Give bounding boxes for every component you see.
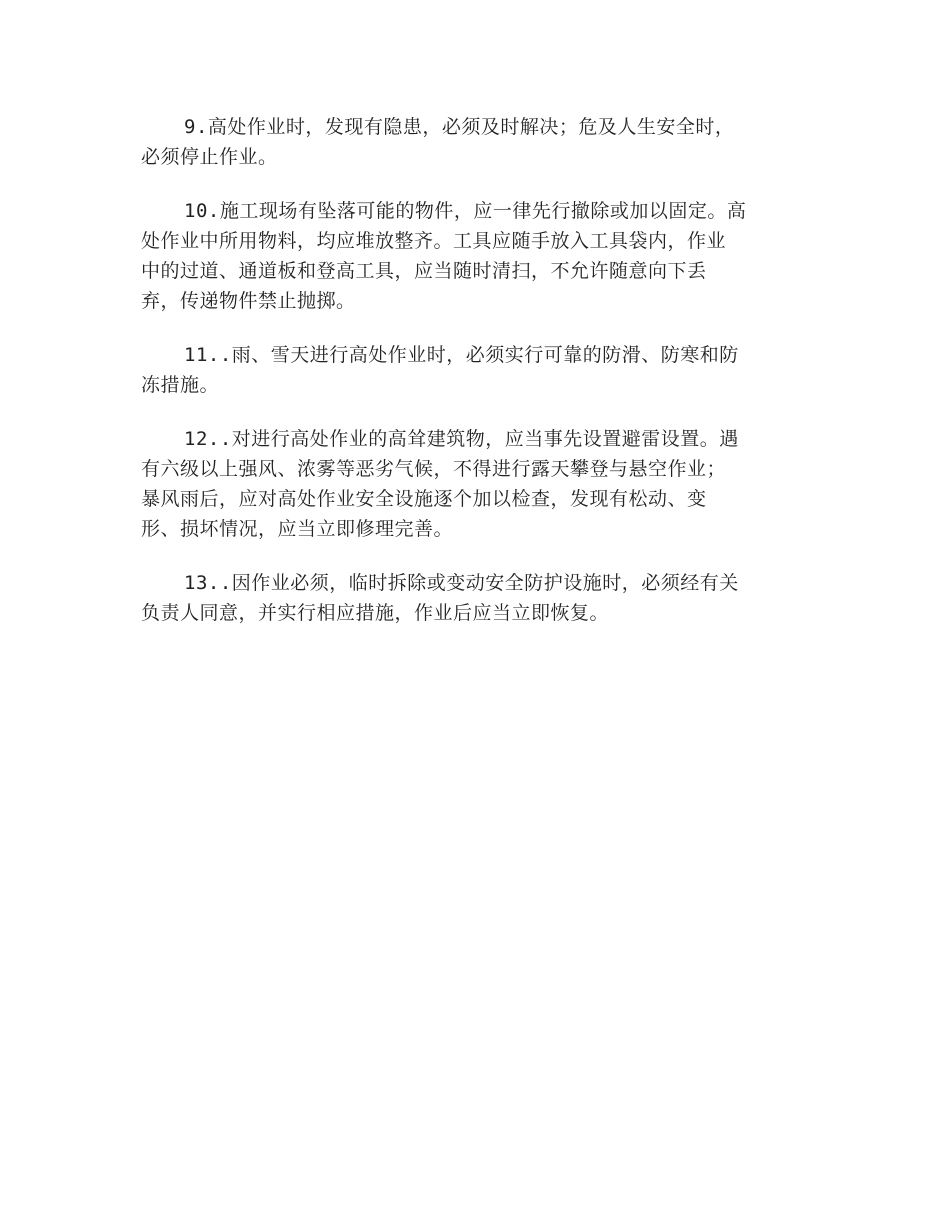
paragraph-line: 形、损坏情况，应当立即修理完善。	[141, 518, 454, 540]
paragraph-line: 中的过道、通道板和登高工具，应当随时清扫，不允许随意向下丢	[141, 260, 707, 282]
paragraph-line: 10.施工现场有坠落可能的物件，应一律先行撤除或加以固定。高	[184, 200, 747, 222]
paragraph-line: 处作业中所用物料，均应堆放整齐。工具应随手放入工具袋内，作业	[141, 230, 727, 252]
paragraph-13	[141, 568, 801, 628]
document-body	[141, 112, 801, 652]
paragraph-line: 11..雨、雪天进行高处作业时，必须实行可靠的防滑、防寒和防	[184, 344, 739, 366]
paragraph-line: 暴风雨后，应对高处作业安全设施逐个加以检查，发现有松动、变	[141, 488, 707, 510]
paragraph-9	[141, 112, 801, 172]
paragraph-line: 弃，传递物件禁止抛掷。	[141, 290, 356, 312]
paragraph-11	[141, 340, 801, 400]
paragraph-line: 有六级以上强风、浓雾等恶劣气候，不得进行露天攀登与悬空作业；	[141, 458, 727, 480]
paragraph-line: 冻措施。	[141, 374, 220, 396]
paragraph-12	[141, 424, 801, 544]
paragraph-line: 必须停止作业。	[141, 146, 278, 168]
paragraph-line: 9.高处作业时，发现有隐患，必须及时解决；危及人生安全时，	[184, 116, 735, 138]
paragraph-line: 负责人同意，并实行相应措施，作业后应当立即恢复。	[141, 602, 610, 624]
paragraph-line: 12..对进行高处作业的高耸建筑物，应当事先设置避雷设置。遇	[184, 428, 739, 450]
paragraph-10	[141, 196, 801, 316]
paragraph-line: 13..因作业必须，临时拆除或变动安全防护设施时，必须经有关	[184, 572, 739, 594]
